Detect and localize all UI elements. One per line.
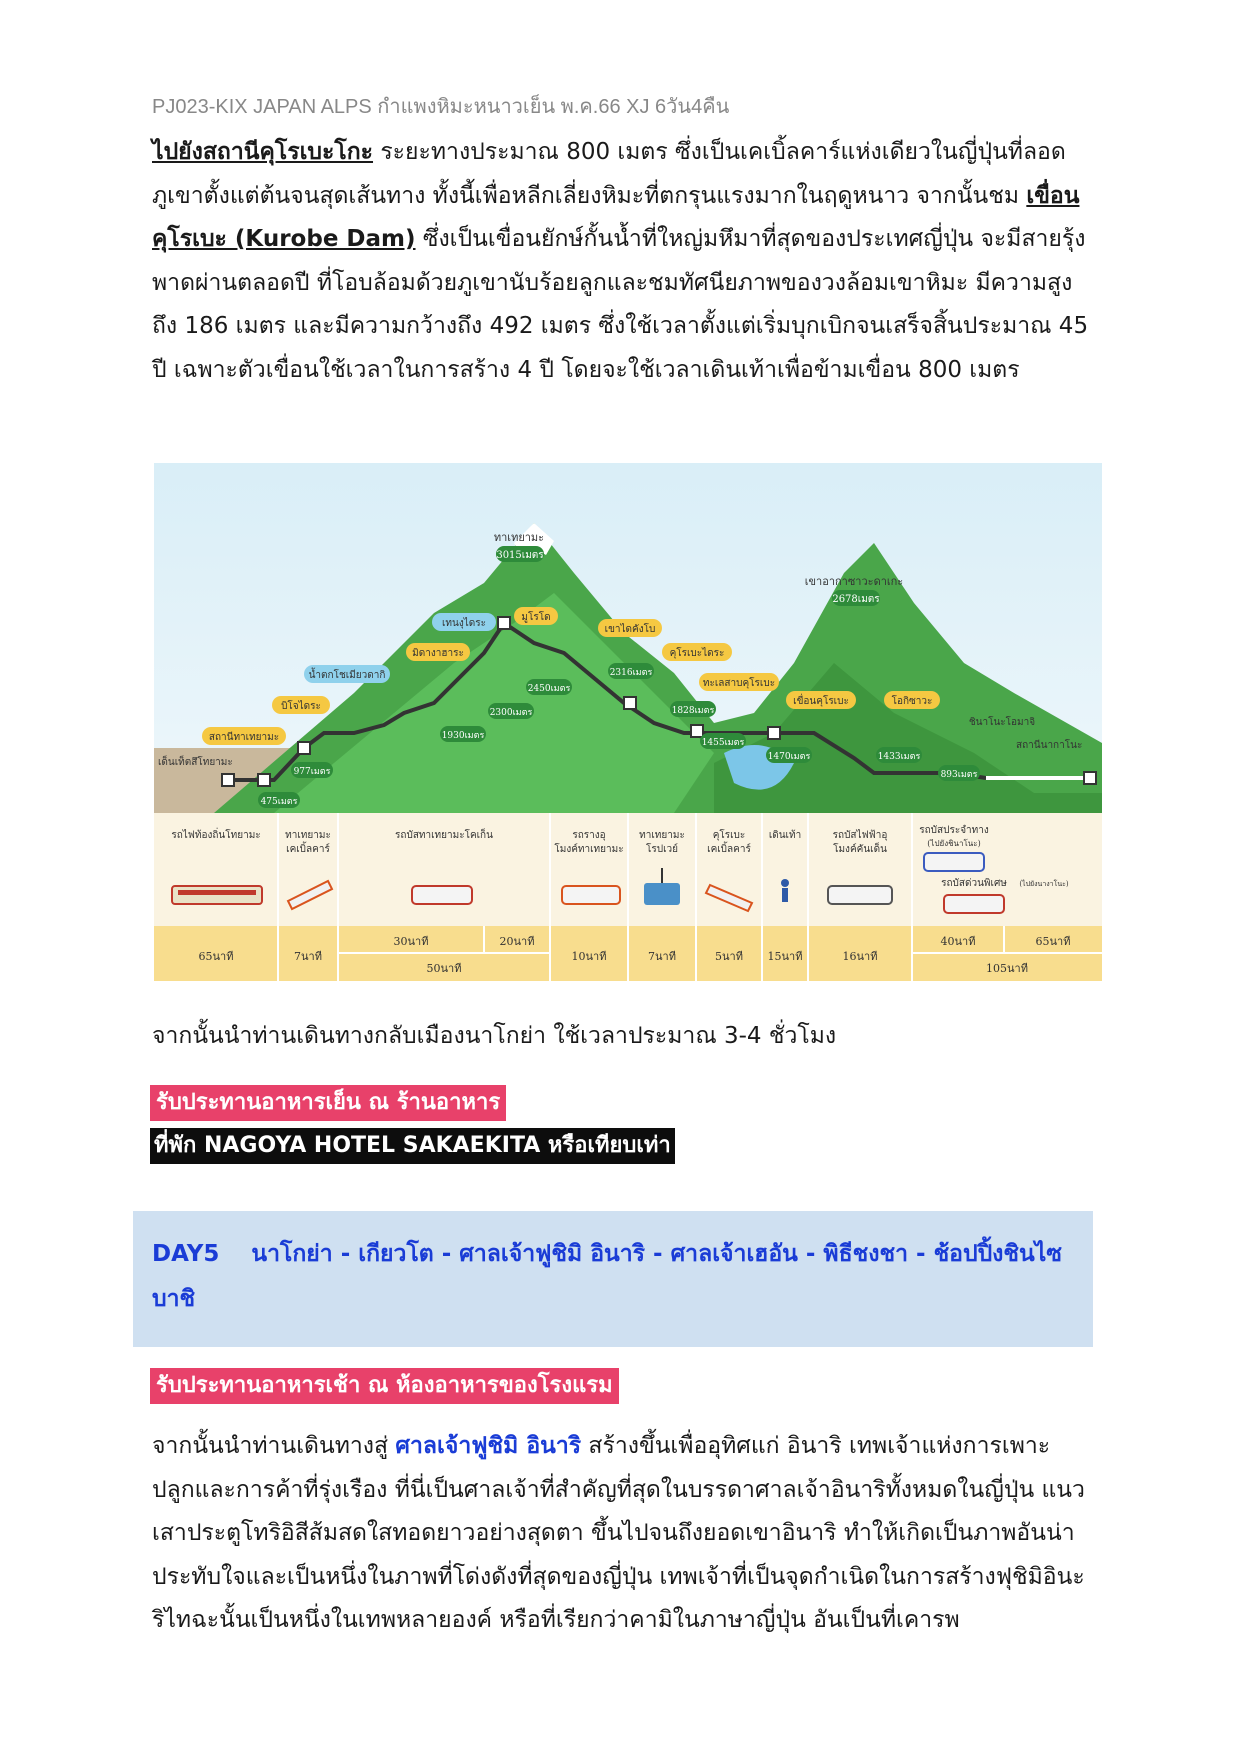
intro-paragraph [152,131,1092,392]
transport-cable-1b: เคเบิ้ลคาร์ [286,844,330,855]
alt-977: 977เมตร [293,767,331,777]
alt-akazawa: 2678เมตร [832,594,880,605]
transport-toyama-rail: รถไฟท้องถิ่นโทยามะ [171,830,261,841]
fushimi-text-1: จากนั้นนำท่านเดินทางสู่ [152,1433,396,1459]
label-murodo: มูโรโด [521,612,551,623]
transport-route-bus-a: รถบัสประจำทาง [919,825,989,836]
alt-2300: 2300เมตร [489,708,533,718]
fushimi-paragraph [152,1425,1092,1643]
breakfast-row [150,1368,619,1404]
transport-express-bus: รถบัสด่วนพิเศษ [941,878,1007,889]
transport-electric-bus-a: รถบัสไฟฟ้าอุ [832,830,888,841]
transport-cable-2b: เคเบิ้ลคาร์ [707,844,751,855]
time-7b: 7นาที [648,950,676,963]
transport-electric-bus-b: โมงค์คันเด็น [833,844,887,855]
time-20: 20นาที [499,935,535,948]
dinner-highlight: รับประทานอาหารเย็น ณ ร้านอาหาร [150,1085,506,1121]
intro-text-2: ซึ่งเป็นเขื่อนยักษ์กั้นน้ำที่ใหญ่มหึมาที่สุดของประเทศญี่ปุ่น จะมีสายรุ้งพาดผ่านตลอดปี ที่โอบล้อมด้วยภูเขานับร้อยลูกและชมทัศนียภาพของวงล้อมเขาหิมะ มีความสูงถึง 186 เมตร และมีความกว้างถึง 492 เมตร ซึ่งใช้เวลาตั้งแต่เริ่มบุกเบิกจนเสร็จสิ้นประมาณ 45 ปี เฉพาะตัวเขื่อนใช้เวลาในการสร้าง 4 ปี โดยจะใช้เวลาเดินเท้าเพื่อข้ามเขื่อน 800 เมตร [152,226,1089,383]
return-text: จากนั้นนำท่านเดินทางกลับเมืองนาโกย่า ใช้เวลาประมาณ 3-4 ชั่วโมง [152,1023,837,1049]
dinner-row [150,1085,506,1121]
label-omachi-station: สถานีนากาโนะ [1016,740,1083,751]
day5-title: นาโกย่า - เกียวโต - ศาลเจ้าฟูชิมิ อินาริ - ศาลเจ้าเฮอัน - พิธีชงชา - ช้อปปิ้งชินไซบาชิ [152,1241,1062,1312]
day5-label: DAY5 [152,1241,220,1267]
time-50: 50นาที [426,962,462,975]
transport-express-bus-dest: (ไปยังนางาโนะ) [1019,880,1069,888]
alt-1455: 1455เมตร [701,738,745,748]
kurobe-dam-link[interactable]: เขื่อนคุโรเบะ (Kurobe Dam) [152,182,1080,252]
train-icon [172,886,262,904]
route-bus-icon [924,853,984,871]
time-7: 7นาที [294,950,322,963]
alt-1930: 1930เมตร [441,731,485,741]
alt-475: 475เมตร [260,797,298,807]
label-ogisawa: โอกิซาวะ [891,696,933,707]
time-5: 5นาที [715,950,743,963]
bus-icon [412,886,472,904]
breakfast-highlight: รับประทานอาหารเช้า ณ ห้องอาหารของโรงแรม [150,1368,619,1404]
label-dam: เขื่อนคุโรเบะ [793,696,849,707]
day5-heading [152,1232,1072,1322]
time-10: 10นาที [571,950,607,963]
transport-ropeway-b: โรปเวย์ [646,844,678,855]
label-toyama: เด็นเท็ตสึโทยามะ [158,757,233,768]
header-title: PJ023-KIX JAPAN ALPS กำแพงหิมะหนาวเย็น พ.ค.66 XJ 6วัน4คืน [152,96,730,118]
label-akazawa: เขาอากาซาวะดาเกะ [804,575,904,588]
alt-893: 893เมตร [940,770,978,780]
time-30: 30นาที [393,935,429,948]
route-diagram [154,463,1102,981]
label-tateyama: ทาเทยามะ [493,531,545,544]
hotel-row [150,1128,675,1164]
fushimi-link[interactable]: ศาลเจ้าฟูชิมิ อินาริ [395,1433,582,1459]
alt-1433: 1433เมตร [877,752,921,762]
transport-ropeway-a: ทาเทยามะ [639,830,685,841]
kurobeko-station-link[interactable]: ไปยังสถานีคุโรเบะโกะ [152,139,374,165]
label-shomyo: น้ำตกโชเมียวดากิ [308,670,386,681]
time-40: 40นาที [940,935,976,948]
transport-cable-1a: ทาเทยามะ [285,830,331,841]
label-bijodaira: บิโจไดระ [281,701,321,712]
walk-icon [781,879,789,902]
label-lake: ทะเลสาบคุโรเบะ [702,678,776,689]
label-tateyama-station: สถานีทาเทยามะ [208,732,280,743]
label-kurobedaira: คุโรเบะไดระ [669,648,725,659]
alt-tateyama: 3015เมตร [496,550,544,561]
alt-1828: 1828เมตร [671,706,715,716]
fushimi-text-2: สร้างขึ้นเพื่ออุทิศแก่ อินาริ เทพเจ้าแห่งการเพาะปลูกและการค้าที่รุ่งเรือง ที่นี่เป็นศาลเจ้าที่สำคัญที่สุดในบรรดาศาลเจ้าอินาริทั้งหมดในญี่ปุ่น แนวเสาประตูโทริอิสีส้มสดใสทอดยาวอย่างสุดตา ขึ้นไปจนถึงยอดเขาอินาริ ทำให้เกิดเป็นภาพอันน่าประทับใจและเป็นหนึ่งในภาพที่โด่งดังที่สุดของญี่ปุ่น เทพเจ้าที่เป็นจุดกำเนิดในการสร้างฟุชิมิอินะริไทฉะนั้นเป็นหนึ่งในเทพหลายองค์ หรือที่เรียกว่าคามิในภาษาญี่ปุ่น อันเป็นที่เคารพ [152,1433,1085,1633]
transport-highland-bus: รถบัสทาเทยามะโคเก็น [395,830,493,841]
label-tengu: เทนงุไดระ [442,618,486,629]
electric-bus-icon [828,886,892,904]
alt-2316: 2316เมตร [609,668,653,678]
hotel-highlight: ที่พัก NAGOYA HOTEL SAKAEKITA หรือเทียบเท่า [150,1128,675,1164]
intro-text-1: ระยะทางประมาณ 800 เมตร ซึ่งเป็นเคเบิ้ลคาร์แห่งเดียวในญี่ปุ่นที่ลอดภูเขาตั้งแต่ต้นจนสุดเส้นทาง ทั้งนี้เพื่อหลีกเลี่ยงหิมะที่ตกรุนแรงมากในฤดูหนาว จากนั้นชม [152,139,1066,209]
label-midagahara: มิดางาฮาระ [412,648,464,659]
time-15: 15นาที [767,950,803,963]
transport-walk: เดินเท้า [768,830,802,841]
express-bus-icon [944,895,1004,913]
transport-trolley-a: รถรางอุ [572,830,606,841]
alt-2450: 2450เมตร [527,684,571,694]
alt-1470: 1470เมตร [767,752,811,762]
trolleybus-icon [562,886,620,904]
transport-trolley-b: โมงค์ทาเทยามะ [554,844,624,855]
time-16: 16นาที [842,950,878,963]
label-daikanbo: เขาไดคังโบ [604,624,656,635]
label-shinano: ชินาโนะโอมาจิ [968,717,1036,728]
transport-route-bus-b: (ไปยังชินาโนะ) [927,839,981,848]
time-105: 105นาที [986,962,1028,975]
time-65: 65นาที [198,950,234,963]
transport-cable-2a: คุโรเบะ [712,830,746,841]
time-65b: 65นาที [1035,935,1071,948]
